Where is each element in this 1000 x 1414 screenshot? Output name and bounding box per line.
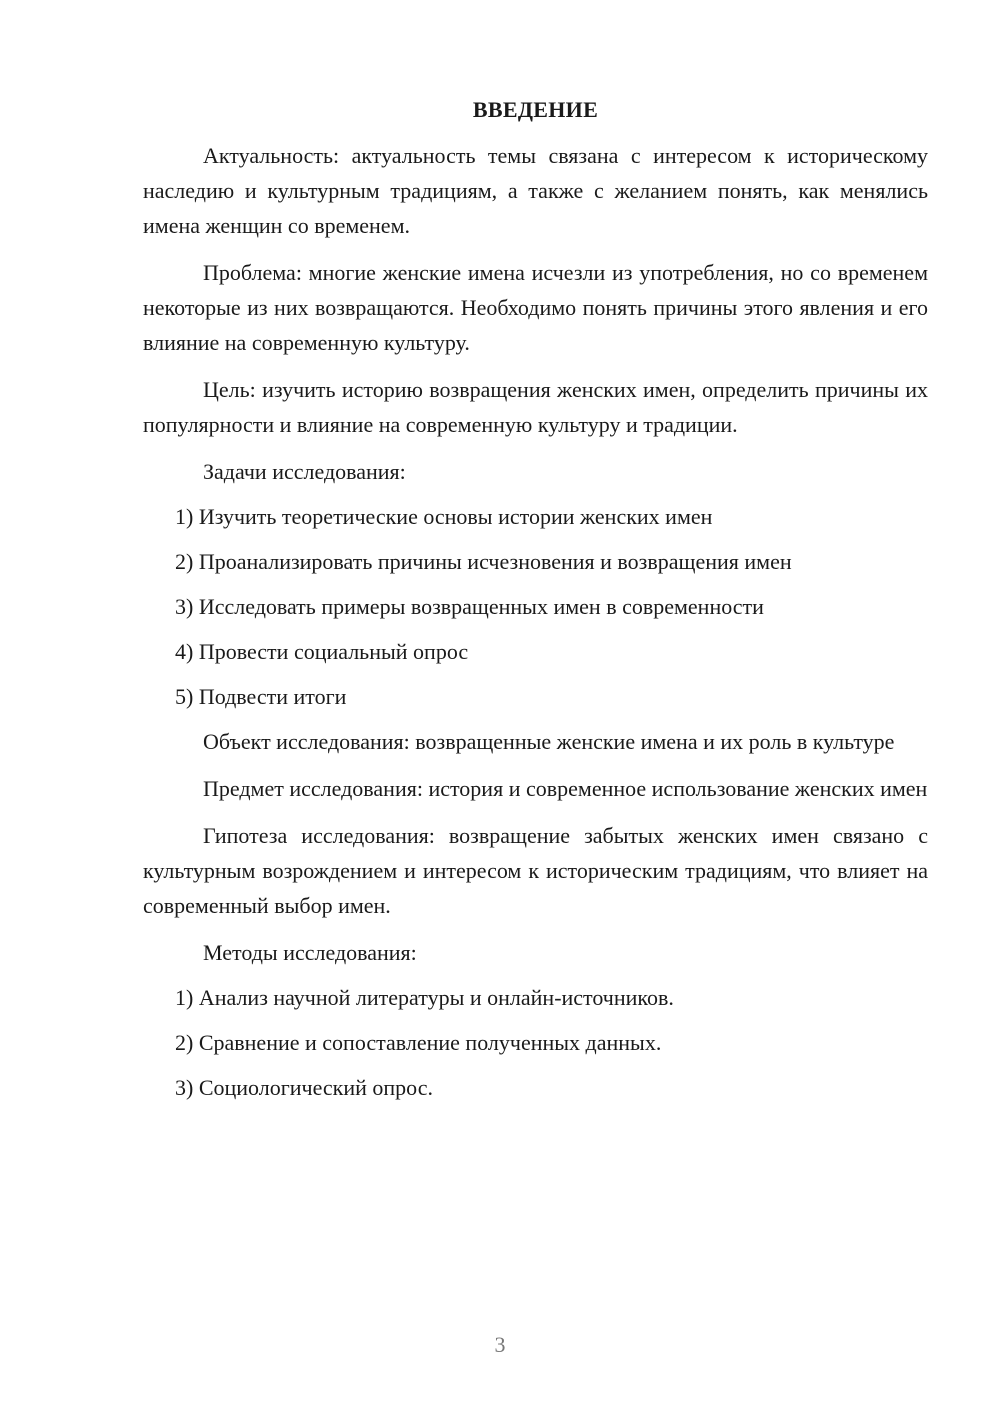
relevance-paragraph: Актуальность: актуальность темы связана с интересом к историческому наследию и культурным традициям, а также с желанием понять, как менялись имена женщин со временем. — [143, 143, 928, 238]
problem-paragraph: Проблема: многие женские имена исчезли из употребления, но со временем некоторые из них возвращаются. Необходимо понять причины этого явления и его влияние на современную культуру. — [143, 260, 928, 355]
goal-paragraph: Цель: изучить историю возвращения женских имен, определить причины их популярности и влияние на современную культуру и традиции. — [143, 377, 928, 437]
methods-heading: Методы исследования: — [203, 940, 417, 965]
list-item: 3) Исследовать примеры возвращенных имен в современности — [175, 594, 764, 619]
hypothesis-paragraph: Гипотеза исследования: возвращение забытых женских имен связано с культурным возрождением и интересом к историческим традициям, что влияет на современный выбор имен. — [143, 823, 928, 918]
list-item: 3) Социологический опрос. — [175, 1075, 433, 1100]
subject-paragraph: Предмет исследования: история и современное использование женских имен — [203, 776, 928, 801]
methods-list — [143, 980, 928, 1105]
list-item: 5) Подвести итоги — [175, 684, 347, 709]
document-body — [143, 92, 928, 1115]
list-item: 2) Сравнение и сопоставление полученных данных. — [175, 1030, 662, 1055]
list-item: 1) Изучить теоретические основы истории женских имен — [175, 504, 713, 529]
object-paragraph: Объект исследования: возвращенные женские имена и их роль в культуре — [203, 729, 895, 754]
tasks-list — [143, 499, 928, 714]
section-title: ВВЕДЕНИЕ — [472, 97, 599, 122]
page-number: 3 — [494, 1332, 506, 1357]
tasks-heading: Задачи исследования: — [203, 459, 406, 484]
list-item: 2) Проанализировать причины исчезновения и возвращения имен — [175, 549, 792, 574]
list-item: 4) Провести социальный опрос — [175, 639, 469, 664]
list-item: 1) Анализ научной литературы и онлайн-источников. — [175, 985, 674, 1010]
